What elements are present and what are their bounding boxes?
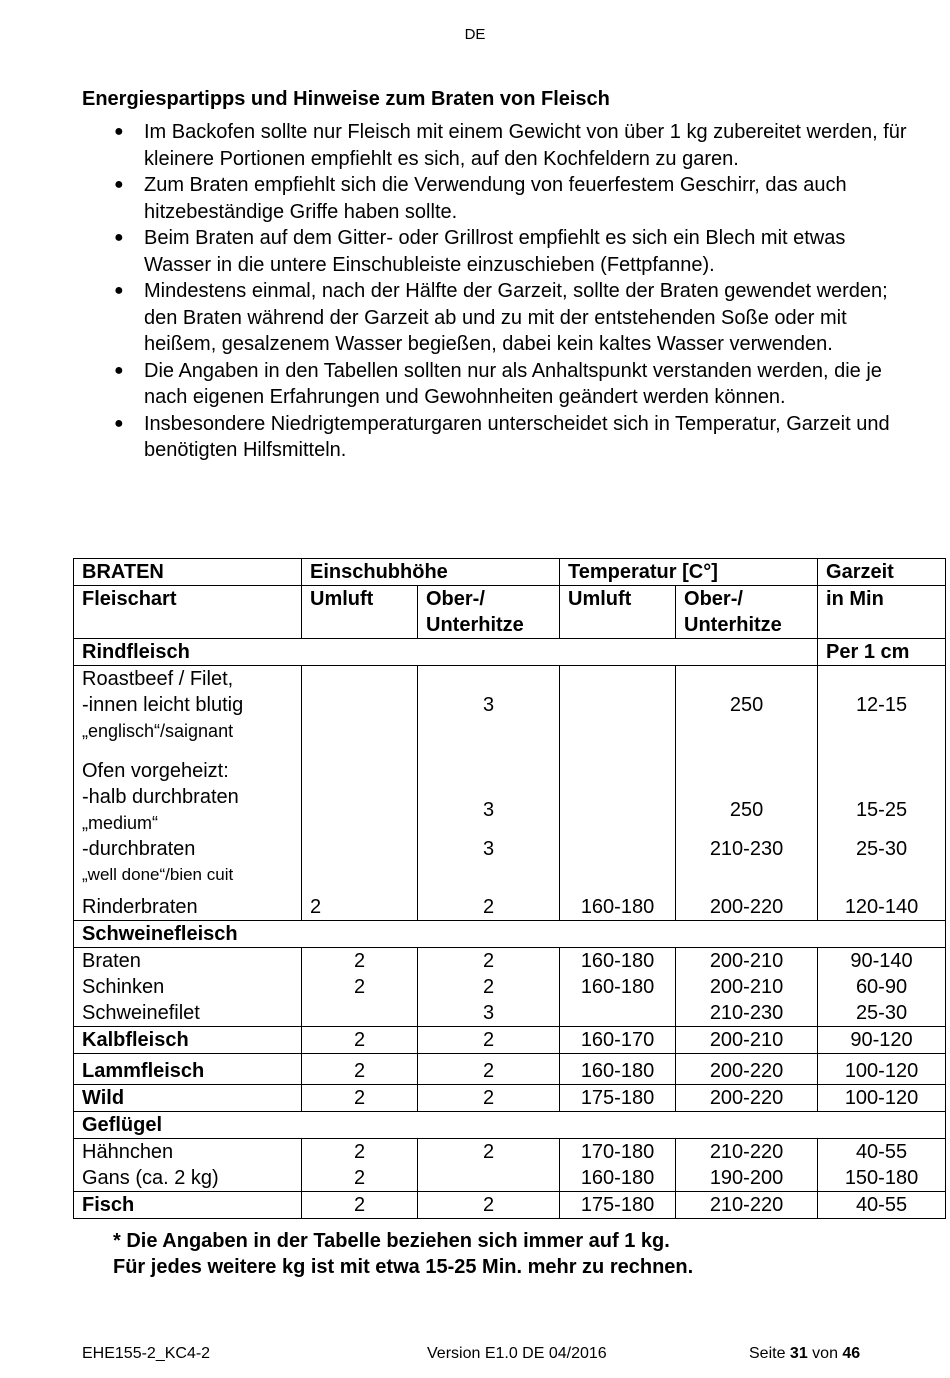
cell-umluft: 2 2	[302, 1139, 418, 1192]
cell-temp-umluft: 160-180	[560, 1054, 676, 1085]
cell-umluft: 2	[302, 888, 418, 921]
cell-garzeit: 25-30	[818, 836, 946, 888]
tip-item: ● Insbesondere Niedrigtemperaturgaren unterscheidet sich in Temperatur, Garzeit und benötigten Hilfsmitteln.	[114, 412, 890, 461]
cell-temp-umluft: 160-170	[560, 1027, 676, 1054]
bullet-icon: ●	[114, 176, 124, 193]
cell-oberunter: 3	[418, 666, 560, 745]
cell-garzeit: 40-55 150-180	[818, 1139, 946, 1192]
cell-umluft: 2 2	[302, 948, 418, 1027]
header-in-min: in Min	[818, 586, 946, 639]
cell-umluft: 2	[302, 1085, 418, 1112]
cell-temp-umluft	[560, 666, 676, 745]
per-cm-label: Per 1 cm	[818, 639, 946, 666]
bullet-icon: ●	[114, 361, 124, 379]
meat-type: Fisch	[74, 1192, 302, 1219]
cell-temp-oberunter: 250	[676, 784, 818, 836]
tip-item: ● Zum Braten empfiehlt sich die Verwendung von feuerfestem Geschirr, das auch hitzebeständige Griffe haben sollte.	[114, 174, 847, 223]
table-row	[74, 1054, 946, 1085]
cell-temp-oberunter: 200-220	[676, 1085, 818, 1112]
cell-oberunter: 2 2 3	[418, 948, 560, 1027]
roasting-table	[73, 558, 946, 1219]
bullet-icon: ●	[114, 282, 124, 299]
meat-type: -durchbraten „well done“/bien cuit	[74, 836, 302, 888]
category-row	[74, 639, 946, 666]
cell-garzeit: 120-140	[818, 888, 946, 921]
category-row	[74, 921, 946, 948]
bullet-icon: ●	[114, 123, 124, 140]
cell-garzeit: 90-120	[818, 1027, 946, 1054]
meat-type: Hähnchen Gans (ca. 2 kg)	[74, 1139, 302, 1192]
table-row	[74, 1085, 946, 1112]
tip-item: ● Mindestens einmal, nach der Hälfte der Garzeit, sollte der Braten gewendet werden; den Braten während der Garzeit ab und zu mit der entstehenden Soße oder mit heißem, gesalzenem Wasser begießen, dabei kein kaltes Wasser verwenden.	[114, 280, 888, 355]
table-header-row	[74, 559, 946, 586]
header-fleischart: Fleischart	[74, 586, 302, 639]
cell-garzeit: 12-15	[818, 666, 946, 745]
tip-item: ● Die Angaben in den Tabellen sollten nur als Anhaltspunkt verstanden werden, die je nach eigenen Erfahrungen und Gewohnheiten geändert werden können.	[114, 359, 882, 408]
header-einschubhoehe: Einschubhöhe	[302, 559, 560, 586]
table-row	[74, 888, 946, 921]
cell-garzeit: 15-25	[818, 784, 946, 836]
cell-oberunter: 2	[418, 1054, 560, 1085]
tip-item: ● Beim Braten auf dem Gitter- oder Grillrost empfiehlt es sich ein Blech mit etwas Wasser in die untere Einschubleiste einzuschieben (Fettpfanne).	[114, 227, 846, 276]
header-braten: BRATEN	[74, 559, 302, 586]
cell-temp-umluft: 175-180	[560, 1085, 676, 1112]
cell-oberunter: 2	[418, 1192, 560, 1219]
cell-oberunter: 3	[418, 784, 560, 836]
category-schweinefleisch: Schweinefleisch	[74, 921, 946, 948]
cell-umluft: 2	[302, 1192, 418, 1219]
cell-oberunter: 2	[418, 1139, 560, 1192]
meat-type: Roastbeef / Filet, -innen leicht blutig „englisch“/saignant	[74, 666, 302, 745]
header-temperatur: Temperatur [C°]	[560, 559, 818, 586]
header-umluft: Umluft	[302, 586, 418, 639]
table-footnote: * Die Angaben in der Tabelle beziehen sich immer auf 1 kg. Für jedes weitere kg ist mit etwa 15-25 Min. mehr zu rechnen.	[113, 1230, 694, 1278]
meat-type: Ofen vorgeheizt:	[74, 744, 302, 784]
cell-temp-oberunter: 210-220	[676, 1192, 818, 1219]
cell-temp-oberunter: 210-220 190-200	[676, 1139, 818, 1192]
category-row	[74, 1112, 946, 1139]
cell-temp-umluft: 175-180	[560, 1192, 676, 1219]
cell-garzeit: 90-140 60-90 25-30	[818, 948, 946, 1027]
cell-garzeit: 100-120	[818, 1054, 946, 1085]
meat-type: Rinderbraten	[74, 888, 302, 921]
table-row	[74, 784, 946, 836]
tips-list	[82, 119, 912, 464]
footer-page-number: Seite 31 von 46	[749, 1345, 861, 1362]
meat-type: Kalbfleisch	[74, 1027, 302, 1054]
cell-temp-oberunter: 200-220	[676, 888, 818, 921]
footer-model: EHE155-2_KC4-2	[82, 1345, 211, 1362]
cell-temp-oberunter: 250	[676, 666, 818, 745]
table-header-row	[74, 586, 946, 639]
category-rindfleisch: Rindfleisch	[74, 639, 818, 666]
bullet-icon: ●	[114, 414, 124, 432]
cell-oberunter: 2	[418, 1085, 560, 1112]
cell-oberunter: 3	[418, 836, 560, 888]
footer-version: Version E1.0 DE 04/2016	[427, 1345, 607, 1362]
meat-type: Lammfleisch	[74, 1054, 302, 1085]
table-row	[74, 1192, 946, 1219]
bullet-icon: ●	[114, 229, 124, 246]
meat-type: -halb durchbraten „medium“	[74, 784, 302, 836]
header-garzeit: Garzeit	[818, 559, 946, 586]
table-row	[74, 744, 946, 784]
cell-umluft: 2	[302, 1054, 418, 1085]
cell-temp-oberunter: 200-210	[676, 1027, 818, 1054]
meat-type: Wild	[74, 1085, 302, 1112]
table-row	[74, 836, 946, 888]
header-language-code: DE	[464, 26, 486, 43]
cell-temp-umluft: 160-180	[560, 888, 676, 921]
header-oberunterhitze: Ober-/ Unterhitze	[418, 586, 560, 639]
header-oberunterhitze: Ober-/ Unterhitze	[676, 586, 818, 639]
cell-garzeit: 100-120	[818, 1085, 946, 1112]
cell-garzeit: 40-55	[818, 1192, 946, 1219]
cell-umluft: 2	[302, 1027, 418, 1054]
cell-temp-umluft: 170-180 160-180	[560, 1139, 676, 1192]
table-row	[74, 666, 946, 745]
header-umluft: Umluft	[560, 586, 676, 639]
table-row	[74, 1139, 946, 1192]
tip-item: ● Im Backofen sollte nur Fleisch mit einem Gewicht von über 1 kg zubereitet werden, für kleinere Portionen empfiehlt es sich, auf den Kochfeldern zu garen.	[114, 121, 907, 170]
cell-umluft	[302, 666, 418, 745]
cell-temp-oberunter: 200-220	[676, 1054, 818, 1085]
cell-temp-oberunter: 210-230	[676, 836, 818, 888]
cell-oberunter: 2	[418, 1027, 560, 1054]
meat-type: Braten Schinken Schweinefilet	[74, 948, 302, 1027]
table-row	[74, 1027, 946, 1054]
cell-temp-oberunter: 200-210 200-210 210-230	[676, 948, 818, 1027]
section-title: Energiespartipps und Hinweise zum Braten von Fleisch	[82, 88, 610, 110]
table-row	[74, 948, 946, 1027]
cell-oberunter: 2	[418, 888, 560, 921]
cell-temp-umluft: 160-180 160-180	[560, 948, 676, 1027]
category-gefluegel: Geflügel	[74, 1112, 946, 1139]
